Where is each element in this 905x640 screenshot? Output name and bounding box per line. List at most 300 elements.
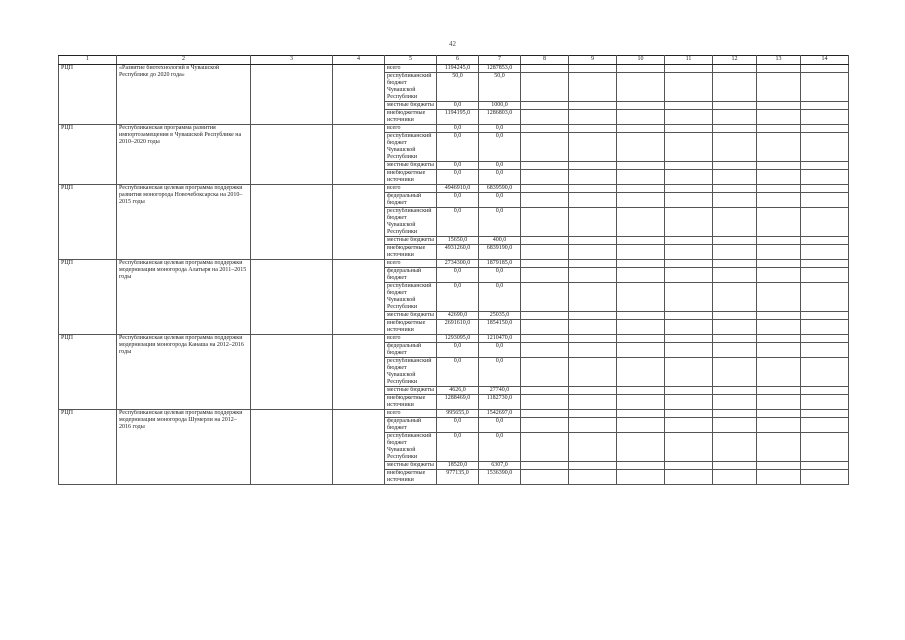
empty-cell: [713, 335, 757, 343]
empty-cell: [713, 102, 757, 110]
program-col-3: [251, 335, 333, 410]
empty-cell: [757, 433, 801, 462]
page-number: 42: [449, 40, 456, 48]
empty-cell: [757, 410, 801, 418]
column-header: 10: [617, 56, 665, 65]
header-row: [59, 56, 849, 65]
value-col-7: 6839190,0: [479, 245, 521, 260]
value-col-6: 1288469,0: [437, 395, 479, 410]
empty-cell: [757, 268, 801, 283]
empty-cell: [801, 418, 849, 433]
empty-cell: [713, 208, 757, 237]
empty-cell: [757, 358, 801, 387]
empty-cell: [757, 387, 801, 395]
empty-cell: [569, 185, 617, 193]
program-col-3: [251, 185, 333, 260]
empty-cell: [521, 237, 569, 245]
empty-cell: [757, 335, 801, 343]
table-body: [59, 65, 849, 485]
empty-cell: [617, 193, 665, 208]
value-col-6: 50,0: [437, 73, 479, 102]
empty-cell: [713, 193, 757, 208]
empty-cell: [569, 358, 617, 387]
empty-cell: [757, 193, 801, 208]
empty-cell: [569, 268, 617, 283]
empty-cell: [569, 418, 617, 433]
value-col-6: 1293095,0: [437, 335, 479, 343]
empty-cell: [665, 433, 713, 462]
empty-cell: [801, 260, 849, 268]
value-col-6: 42690,0: [437, 312, 479, 320]
funding-source: всего: [385, 65, 437, 73]
empty-cell: [801, 335, 849, 343]
value-col-6: 0,0: [437, 102, 479, 110]
empty-cell: [713, 433, 757, 462]
value-col-6: 0,0: [437, 208, 479, 237]
empty-cell: [617, 65, 665, 73]
value-col-7: 0,0: [479, 133, 521, 162]
empty-cell: [521, 470, 569, 485]
empty-cell: [801, 170, 849, 185]
empty-cell: [713, 260, 757, 268]
program-col-3: [251, 260, 333, 335]
empty-cell: [665, 358, 713, 387]
empty-cell: [521, 320, 569, 335]
program-col-4: [333, 260, 385, 335]
value-col-6: 977135,0: [437, 470, 479, 485]
program-name: «Развитие биотехнологий в Чувашской Республике до 2020 года»: [117, 65, 251, 125]
empty-cell: [521, 260, 569, 268]
value-col-7: 1287853,0: [479, 65, 521, 73]
empty-cell: [617, 433, 665, 462]
empty-cell: [713, 358, 757, 387]
empty-cell: [665, 462, 713, 470]
value-col-7: 0,0: [479, 418, 521, 433]
empty-cell: [521, 283, 569, 312]
empty-cell: [757, 312, 801, 320]
funding-source: местные бюджеты: [385, 102, 437, 110]
value-col-7: 6839590,0: [479, 185, 521, 193]
funding-source: внебюджетные источники: [385, 470, 437, 485]
empty-cell: [801, 268, 849, 283]
empty-cell: [521, 433, 569, 462]
empty-cell: [801, 462, 849, 470]
value-col-6: 1194195,0: [437, 110, 479, 125]
program-col-4: [333, 335, 385, 410]
empty-cell: [521, 208, 569, 237]
empty-cell: [569, 260, 617, 268]
empty-cell: [617, 125, 665, 133]
value-col-7: 1536390,0: [479, 470, 521, 485]
empty-cell: [801, 102, 849, 110]
value-col-7: 0,0: [479, 162, 521, 170]
empty-cell: [617, 110, 665, 125]
empty-cell: [713, 410, 757, 418]
empty-cell: [757, 260, 801, 268]
empty-cell: [757, 237, 801, 245]
empty-cell: [569, 320, 617, 335]
empty-cell: [665, 387, 713, 395]
value-col-6: 0,0: [437, 125, 479, 133]
empty-cell: [569, 395, 617, 410]
funding-source: республиканский бюджет Чувашской Республики: [385, 133, 437, 162]
empty-cell: [713, 283, 757, 312]
empty-cell: [617, 283, 665, 312]
empty-cell: [521, 418, 569, 433]
value-col-7: 1542697,0: [479, 410, 521, 418]
empty-cell: [521, 185, 569, 193]
value-col-6: 0,0: [437, 433, 479, 462]
column-header: 11: [665, 56, 713, 65]
empty-cell: [569, 410, 617, 418]
funding-source: внебюджетные источники: [385, 320, 437, 335]
empty-cell: [801, 470, 849, 485]
empty-cell: [569, 170, 617, 185]
empty-cell: [713, 73, 757, 102]
funding-source: всего: [385, 125, 437, 133]
empty-cell: [713, 133, 757, 162]
empty-cell: [713, 237, 757, 245]
empty-cell: [665, 185, 713, 193]
empty-cell: [665, 73, 713, 102]
value-col-7: 0,0: [479, 343, 521, 358]
empty-cell: [617, 320, 665, 335]
empty-cell: [801, 133, 849, 162]
empty-cell: [801, 125, 849, 133]
value-col-7: 0,0: [479, 208, 521, 237]
empty-cell: [521, 65, 569, 73]
value-col-7: 0,0: [479, 170, 521, 185]
funding-source: федеральный бюджет: [385, 343, 437, 358]
empty-cell: [617, 162, 665, 170]
empty-cell: [521, 110, 569, 125]
empty-cell: [569, 470, 617, 485]
program-status: РЦП: [59, 335, 117, 410]
empty-cell: [617, 335, 665, 343]
empty-cell: [801, 208, 849, 237]
empty-cell: [757, 470, 801, 485]
program-col-4: [333, 185, 385, 260]
empty-cell: [665, 133, 713, 162]
empty-cell: [801, 358, 849, 387]
budget-table: [58, 55, 849, 485]
empty-cell: [617, 245, 665, 260]
funding-source: республиканский бюджет Чувашской Республики: [385, 358, 437, 387]
value-col-7: 0,0: [479, 283, 521, 312]
program-status: РЦП: [59, 65, 117, 125]
empty-cell: [617, 312, 665, 320]
value-col-7: 0,0: [479, 268, 521, 283]
funding-source: республиканский бюджет Чувашской Республики: [385, 283, 437, 312]
empty-cell: [757, 418, 801, 433]
empty-cell: [521, 133, 569, 162]
empty-cell: [757, 170, 801, 185]
value-col-6: 0,0: [437, 343, 479, 358]
program-name: Республиканская целевая программа поддержки модернизации моногорода Канаша на 2012–2016 годы: [117, 335, 251, 410]
value-col-7: 27740,0: [479, 387, 521, 395]
empty-cell: [713, 162, 757, 170]
empty-cell: [521, 170, 569, 185]
empty-cell: [617, 102, 665, 110]
value-col-7: 25035,0: [479, 312, 521, 320]
empty-cell: [521, 343, 569, 358]
value-col-7: 0,0: [479, 125, 521, 133]
empty-cell: [569, 335, 617, 343]
empty-cell: [713, 170, 757, 185]
value-col-7: 0,0: [479, 433, 521, 462]
column-header: 4: [333, 56, 385, 65]
value-col-7: 1286803,0: [479, 110, 521, 125]
empty-cell: [521, 102, 569, 110]
empty-cell: [713, 320, 757, 335]
empty-cell: [665, 193, 713, 208]
empty-cell: [713, 387, 757, 395]
empty-cell: [713, 395, 757, 410]
empty-cell: [569, 283, 617, 312]
funding-source: республиканский бюджет Чувашской Республики: [385, 208, 437, 237]
empty-cell: [521, 193, 569, 208]
empty-cell: [569, 343, 617, 358]
funding-source: внебюджетные источники: [385, 245, 437, 260]
funding-source: местные бюджеты: [385, 387, 437, 395]
empty-cell: [665, 125, 713, 133]
empty-cell: [665, 110, 713, 125]
empty-cell: [665, 283, 713, 312]
empty-cell: [569, 65, 617, 73]
empty-cell: [617, 343, 665, 358]
empty-cell: [521, 312, 569, 320]
value-col-7: 50,0: [479, 73, 521, 102]
table-row: [59, 185, 849, 193]
empty-cell: [665, 260, 713, 268]
empty-cell: [713, 343, 757, 358]
funding-source: федеральный бюджет: [385, 268, 437, 283]
empty-cell: [801, 387, 849, 395]
empty-cell: [665, 65, 713, 73]
value-col-6: 4946910,0: [437, 185, 479, 193]
empty-cell: [801, 185, 849, 193]
empty-cell: [757, 185, 801, 193]
value-col-7: 400,0: [479, 237, 521, 245]
empty-cell: [617, 260, 665, 268]
empty-cell: [521, 335, 569, 343]
table-row: [59, 125, 849, 133]
empty-cell: [521, 387, 569, 395]
funding-source: всего: [385, 335, 437, 343]
empty-cell: [665, 418, 713, 433]
value-col-7: 0,0: [479, 358, 521, 387]
funding-source: внебюджетные источники: [385, 110, 437, 125]
empty-cell: [665, 395, 713, 410]
funding-source: всего: [385, 185, 437, 193]
empty-cell: [569, 387, 617, 395]
empty-cell: [617, 208, 665, 237]
empty-cell: [665, 320, 713, 335]
program-status: РЦП: [59, 410, 117, 485]
program-name: Республиканская целевая программа поддержки модернизации моногорода Алатыря на 2011–2015 годы: [117, 260, 251, 335]
empty-cell: [665, 410, 713, 418]
column-header: 3: [251, 56, 333, 65]
column-header: 13: [757, 56, 801, 65]
empty-cell: [569, 125, 617, 133]
value-col-6: 4626,0: [437, 387, 479, 395]
value-col-7: 1000,0: [479, 102, 521, 110]
empty-cell: [665, 470, 713, 485]
empty-cell: [801, 433, 849, 462]
empty-cell: [665, 268, 713, 283]
empty-cell: [617, 268, 665, 283]
empty-cell: [757, 343, 801, 358]
empty-cell: [521, 395, 569, 410]
value-col-6: 2734300,0: [437, 260, 479, 268]
value-col-6: 0,0: [437, 418, 479, 433]
empty-cell: [801, 320, 849, 335]
column-header: 2: [117, 56, 251, 65]
program-name: Республиканская программа развития импортозамещения в Чувашской Республике на 2010–2020 годы: [117, 125, 251, 185]
value-col-6: 995655,0: [437, 410, 479, 418]
funding-source: местные бюджеты: [385, 162, 437, 170]
empty-cell: [617, 133, 665, 162]
empty-cell: [569, 237, 617, 245]
program-col-4: [333, 125, 385, 185]
funding-source: местные бюджеты: [385, 462, 437, 470]
empty-cell: [713, 312, 757, 320]
empty-cell: [521, 410, 569, 418]
value-col-7: 1854150,0: [479, 320, 521, 335]
funding-source: республиканский бюджет Чувашской Республики: [385, 73, 437, 102]
empty-cell: [569, 312, 617, 320]
table-row: [59, 410, 849, 418]
funding-source: федеральный бюджет: [385, 193, 437, 208]
program-col-3: [251, 65, 333, 125]
empty-cell: [801, 73, 849, 102]
empty-cell: [801, 312, 849, 320]
program-col-3: [251, 125, 333, 185]
empty-cell: [521, 245, 569, 260]
funding-source: внебюджетные источники: [385, 170, 437, 185]
empty-cell: [569, 245, 617, 260]
program-status: РЦП: [59, 125, 117, 185]
empty-cell: [617, 170, 665, 185]
empty-cell: [569, 102, 617, 110]
empty-cell: [801, 110, 849, 125]
empty-cell: [713, 268, 757, 283]
empty-cell: [665, 170, 713, 185]
empty-cell: [665, 312, 713, 320]
value-col-6: 0,0: [437, 133, 479, 162]
empty-cell: [521, 125, 569, 133]
empty-cell: [757, 125, 801, 133]
value-col-6: 15650,0: [437, 237, 479, 245]
empty-cell: [665, 335, 713, 343]
value-col-7: 6307,0: [479, 462, 521, 470]
funding-source: всего: [385, 410, 437, 418]
empty-cell: [757, 162, 801, 170]
empty-cell: [757, 133, 801, 162]
funding-source: местные бюджеты: [385, 312, 437, 320]
value-col-6: 0,0: [437, 283, 479, 312]
empty-cell: [757, 102, 801, 110]
empty-cell: [713, 462, 757, 470]
empty-cell: [757, 320, 801, 335]
column-header: 1: [59, 56, 117, 65]
value-col-6: 1194245,0: [437, 65, 479, 73]
empty-cell: [617, 237, 665, 245]
value-col-7: 0,0: [479, 193, 521, 208]
empty-cell: [665, 208, 713, 237]
column-header: 8: [521, 56, 569, 65]
empty-cell: [569, 193, 617, 208]
empty-cell: [665, 245, 713, 260]
value-col-6: 0,0: [437, 193, 479, 208]
value-col-7: 1879185,0: [479, 260, 521, 268]
empty-cell: [569, 110, 617, 125]
funding-source: федеральный бюджет: [385, 418, 437, 433]
value-col-7: 1182730,0: [479, 395, 521, 410]
empty-cell: [521, 162, 569, 170]
empty-cell: [713, 125, 757, 133]
program-col-4: [333, 65, 385, 125]
empty-cell: [617, 387, 665, 395]
value-col-6: 0,0: [437, 358, 479, 387]
funding-source: всего: [385, 260, 437, 268]
program-name: Республиканская целевая программа поддержки модернизации моногорода Шумерли на 2012–2016 годы: [117, 410, 251, 485]
empty-cell: [521, 358, 569, 387]
empty-cell: [801, 245, 849, 260]
empty-cell: [713, 245, 757, 260]
empty-cell: [757, 73, 801, 102]
empty-cell: [801, 343, 849, 358]
program-status: РЦП: [59, 185, 117, 260]
empty-cell: [713, 418, 757, 433]
empty-cell: [713, 185, 757, 193]
table-row: [59, 335, 849, 343]
program-name: Республиканская целевая программа поддержки развития моногорода Новочебоксарска на 2010–2015 годы: [117, 185, 251, 260]
empty-cell: [569, 462, 617, 470]
empty-cell: [617, 358, 665, 387]
empty-cell: [569, 73, 617, 102]
column-header: 14: [801, 56, 849, 65]
empty-cell: [617, 470, 665, 485]
empty-cell: [665, 102, 713, 110]
program-col-3: [251, 410, 333, 485]
empty-cell: [521, 73, 569, 102]
empty-cell: [617, 410, 665, 418]
empty-cell: [521, 268, 569, 283]
empty-cell: [665, 237, 713, 245]
column-header: 12: [713, 56, 757, 65]
empty-cell: [757, 110, 801, 125]
empty-cell: [569, 433, 617, 462]
value-col-6: 0,0: [437, 170, 479, 185]
column-header: 6: [437, 56, 479, 65]
funding-source: республиканский бюджет Чувашской Республики: [385, 433, 437, 462]
program-status: РЦП: [59, 260, 117, 335]
empty-cell: [757, 462, 801, 470]
empty-cell: [713, 470, 757, 485]
empty-cell: [521, 462, 569, 470]
empty-cell: [801, 410, 849, 418]
empty-cell: [757, 65, 801, 73]
empty-cell: [617, 73, 665, 102]
empty-cell: [801, 162, 849, 170]
empty-cell: [757, 245, 801, 260]
funding-source: местные бюджеты: [385, 237, 437, 245]
empty-cell: [757, 395, 801, 410]
empty-cell: [801, 395, 849, 410]
table-row: [59, 260, 849, 268]
empty-cell: [617, 185, 665, 193]
